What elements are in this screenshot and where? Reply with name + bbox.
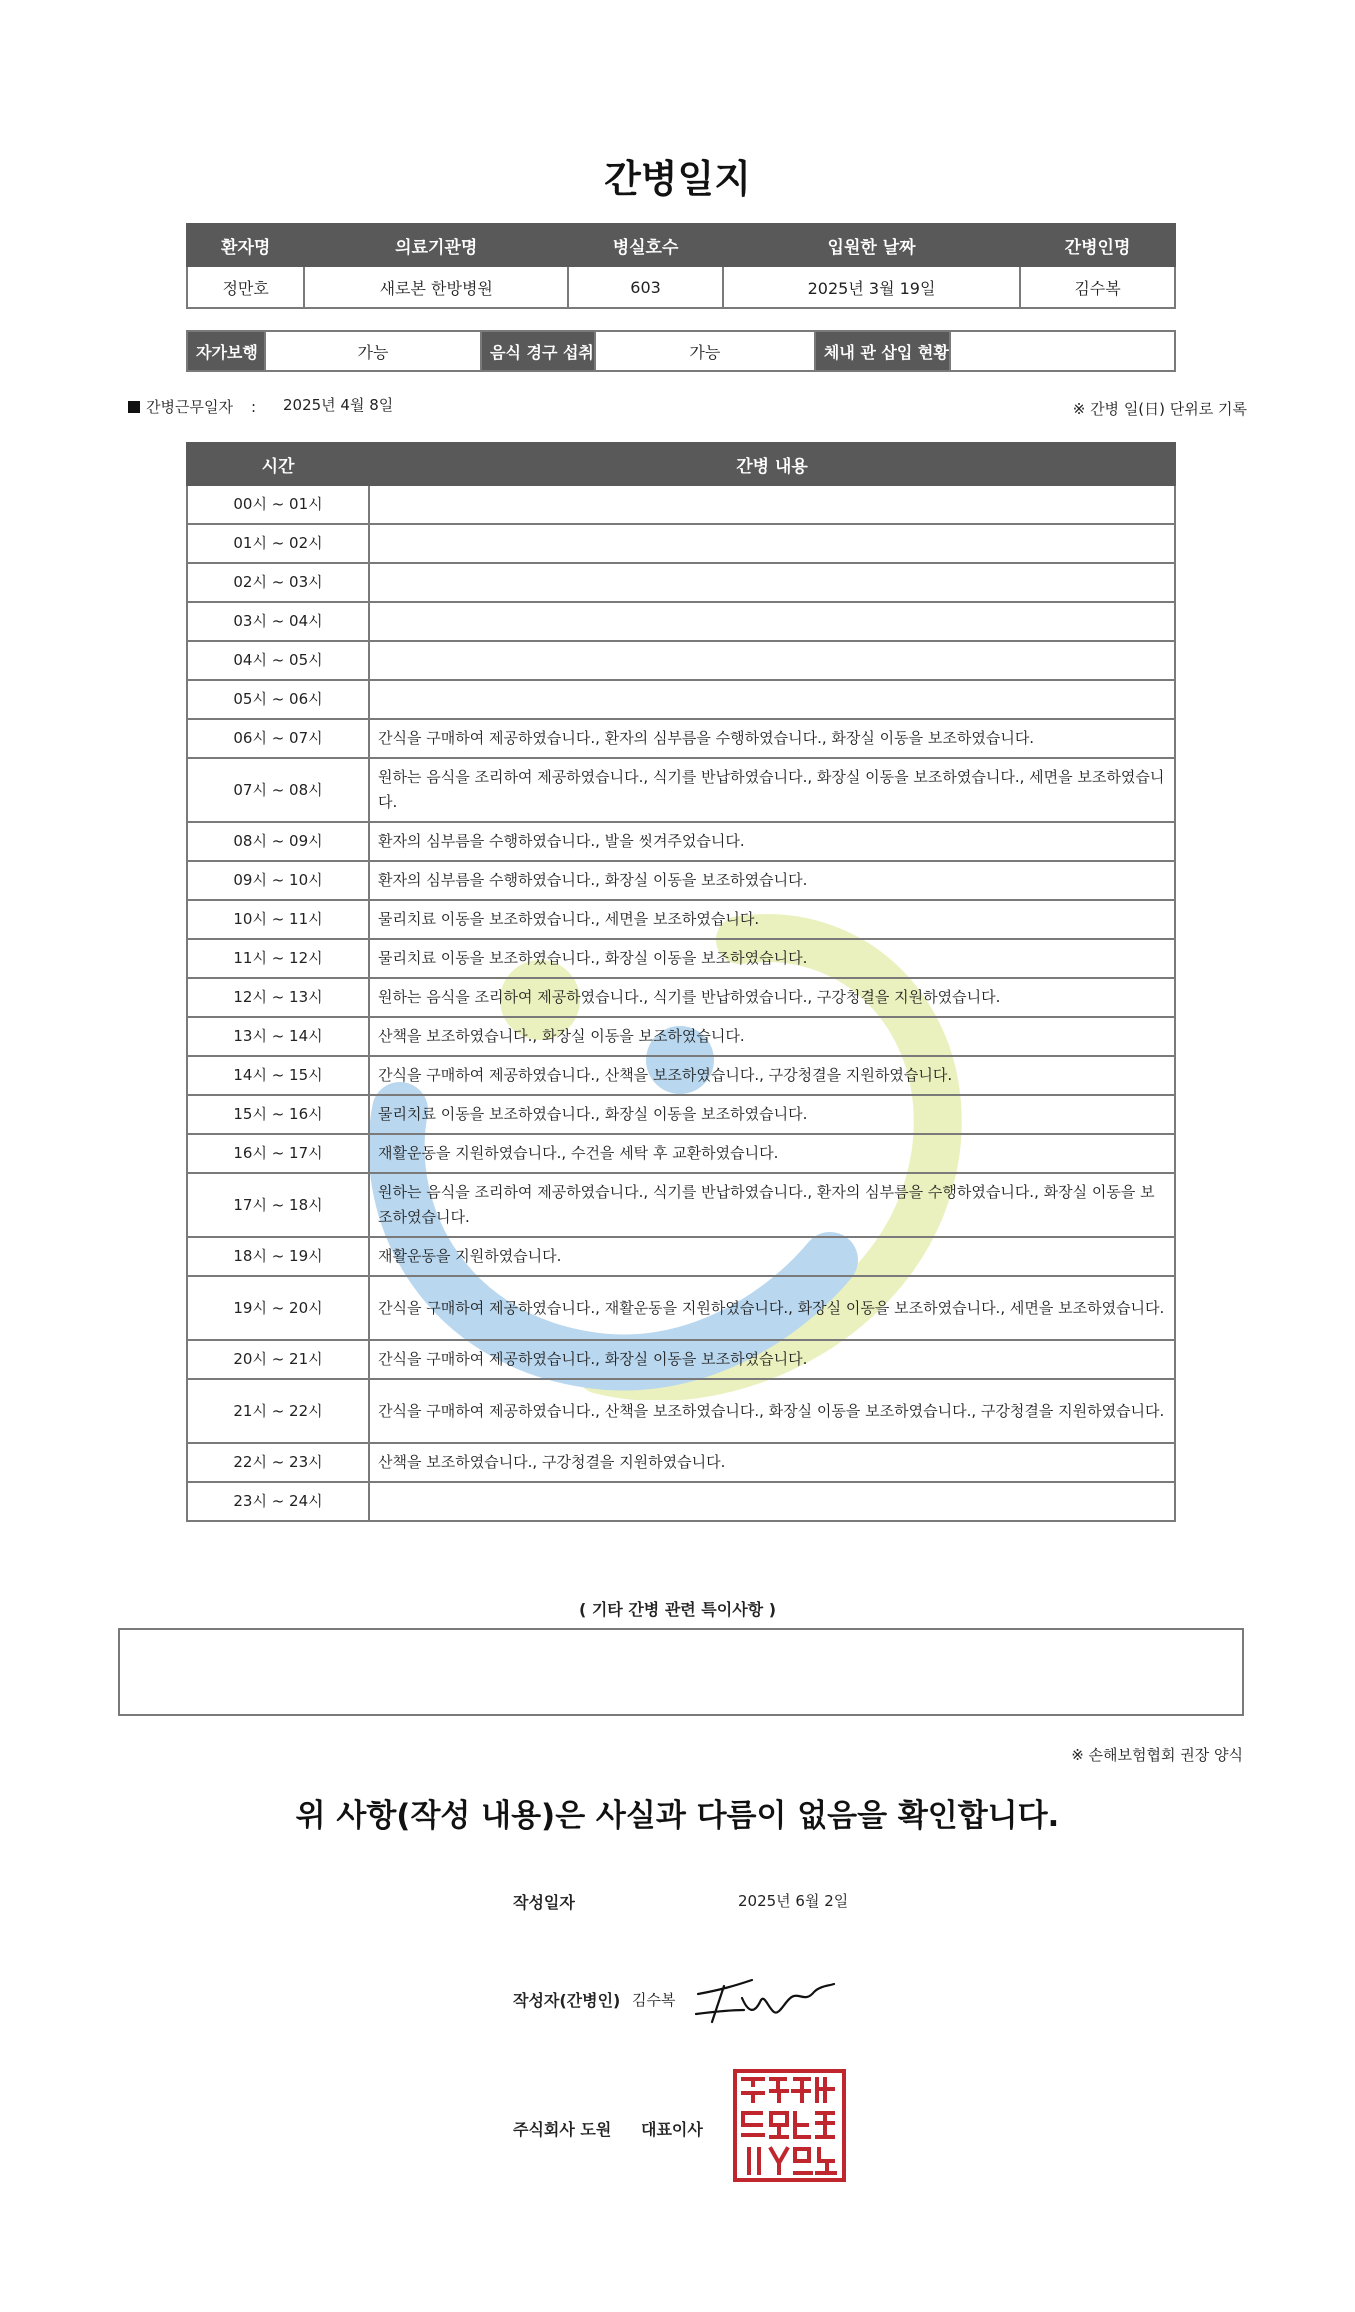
care-content	[369, 485, 1175, 524]
walk-value: 가능	[265, 331, 481, 371]
table-row	[187, 861, 1175, 900]
care-content	[369, 680, 1175, 719]
table-row	[187, 939, 1175, 978]
time-slot: 22시 ~ 23시	[187, 1443, 369, 1482]
table-row	[187, 1482, 1175, 1521]
table-row	[187, 900, 1175, 939]
care-content: 원하는 음식을 조리하여 제공하였습니다., 식기를 반납하였습니다., 화장실 이동을 보조하였습니다., 세면을 보조하였습니다.	[369, 758, 1175, 822]
care-log-header-row	[187, 443, 1175, 485]
care-content	[369, 1482, 1175, 1521]
time-slot: 18시 ~ 19시	[187, 1237, 369, 1276]
admission-date-header: 입원한 날짜	[723, 224, 1020, 266]
patient-status-row	[187, 331, 1175, 371]
time-slot: 02시 ~ 03시	[187, 563, 369, 602]
time-column-header: 시간	[187, 443, 369, 485]
record-unit-note: ※ 간병 일(日) 단위로 기록	[1072, 400, 1247, 418]
patient-info-value-row	[187, 266, 1175, 308]
time-slot: 03시 ~ 04시	[187, 602, 369, 641]
care-content: 간식을 구매하여 제공하였습니다., 산책을 보조하였습니다., 화장실 이동을 보조하였습니다., 구강청결을 지원하였습니다.	[369, 1379, 1175, 1443]
time-slot: 13시 ~ 14시	[187, 1017, 369, 1056]
time-slot: 01시 ~ 02시	[187, 524, 369, 563]
table-row	[187, 680, 1175, 719]
caregiver-name-header: 간병인명	[1020, 224, 1175, 266]
written-date-value: 2025년 6월 2일	[738, 1892, 849, 1910]
association-note: ※ 손해보험협회 권장 양식	[1071, 1746, 1243, 1764]
time-slot: 06시 ~ 07시	[187, 719, 369, 758]
care-content	[369, 563, 1175, 602]
company-seal-icon	[733, 2069, 846, 2182]
table-row	[187, 1017, 1175, 1056]
writer-label: 작성자(간병인)	[513, 1991, 621, 2010]
time-slot: 12시 ~ 13시	[187, 978, 369, 1017]
time-slot: 09시 ~ 10시	[187, 861, 369, 900]
patient-name-header: 환자명	[187, 224, 304, 266]
care-log-table	[186, 442, 1176, 1522]
time-slot: 07시 ~ 08시	[187, 758, 369, 822]
meal-value: 가능	[595, 331, 815, 371]
time-slot: 20시 ~ 21시	[187, 1340, 369, 1379]
walk-label: 자가보행	[187, 331, 265, 371]
special-notes-box	[118, 1628, 1244, 1716]
time-slot: 11시 ~ 12시	[187, 939, 369, 978]
hospital-name-header: 의료기관명	[304, 224, 568, 266]
page-title: 간병일지	[604, 157, 751, 201]
time-slot: 00시 ~ 01시	[187, 485, 369, 524]
table-row	[187, 978, 1175, 1017]
care-content: 물리치료 이동을 보조하였습니다., 화장실 이동을 보조하였습니다.	[369, 1095, 1175, 1134]
time-slot: 15시 ~ 16시	[187, 1095, 369, 1134]
tube-label: 체내 관 삽입 현황	[815, 331, 950, 371]
care-content: 간식을 구매하여 제공하였습니다., 재활운동을 지원하였습니다., 화장실 이동을 보조하였습니다., 세면을 보조하였습니다.	[369, 1276, 1175, 1340]
care-content: 산책을 보조하였습니다., 화장실 이동을 보조하였습니다.	[369, 1017, 1175, 1056]
work-date-label-group	[128, 396, 256, 417]
writer-name: 김수복	[632, 1991, 676, 2009]
table-row	[187, 641, 1175, 680]
care-content: 환자의 심부름을 수행하였습니다., 발을 씻겨주었습니다.	[369, 822, 1175, 861]
ceo-label: 대표이사	[641, 2120, 703, 2139]
table-row	[187, 1095, 1175, 1134]
care-content: 재활운동을 지원하였습니다., 수건을 세탁 후 교환하였습니다.	[369, 1134, 1175, 1173]
time-slot: 19시 ~ 20시	[187, 1276, 369, 1340]
care-content: 간식을 구매하여 제공하였습니다., 산책을 보조하였습니다., 구강청결을 지원하였습니다.	[369, 1056, 1175, 1095]
admission-date-value: 2025년 3월 19일	[723, 266, 1020, 308]
company-name-label: 주식회사 도원	[513, 2120, 612, 2139]
square-bullet-icon	[128, 401, 140, 413]
care-content	[369, 641, 1175, 680]
time-slot: 23시 ~ 24시	[187, 1482, 369, 1521]
patient-status-table	[186, 330, 1176, 372]
confirmation-statement: 위 사항(작성 내용)은 사실과 다름이 없음을 확인합니다.	[295, 1798, 1060, 1834]
table-row	[187, 1379, 1175, 1443]
work-date-label: 간병근무일자	[146, 398, 233, 416]
table-row	[187, 1134, 1175, 1173]
care-content: 물리치료 이동을 보조하였습니다., 세면을 보조하였습니다.	[369, 900, 1175, 939]
special-notes-title: ( 기타 간병 관련 특이사항 )	[578, 1600, 777, 1619]
table-row	[187, 1276, 1175, 1340]
time-slot: 16시 ~ 17시	[187, 1134, 369, 1173]
work-date-value: 2025년 4월 8일	[283, 396, 394, 414]
patient-info-header-row	[187, 224, 1175, 266]
table-row	[187, 1173, 1175, 1237]
care-content	[369, 602, 1175, 641]
hospital-name-value: 새로본 한방병원	[304, 266, 568, 308]
patient-name-value: 정만호	[187, 266, 304, 308]
table-row	[187, 822, 1175, 861]
table-row	[187, 719, 1175, 758]
care-content: 간식을 구매하여 제공하였습니다., 화장실 이동을 보조하였습니다.	[369, 1340, 1175, 1379]
table-row	[187, 602, 1175, 641]
care-content: 환자의 심부름을 수행하였습니다., 화장실 이동을 보조하였습니다.	[369, 861, 1175, 900]
work-date-separator: :	[250, 398, 257, 416]
tube-value	[950, 331, 1175, 371]
room-number-value: 603	[568, 266, 723, 308]
written-date-label: 작성일자	[513, 1893, 575, 1912]
patient-info-table	[186, 223, 1176, 309]
table-row	[187, 758, 1175, 822]
care-content: 물리치료 이동을 보조하였습니다., 화장실 이동을 보조하였습니다.	[369, 939, 1175, 978]
care-content	[369, 524, 1175, 563]
table-row	[187, 1340, 1175, 1379]
signature-icon	[690, 1968, 840, 2028]
table-row	[187, 1443, 1175, 1482]
time-slot: 14시 ~ 15시	[187, 1056, 369, 1095]
time-slot: 21시 ~ 22시	[187, 1379, 369, 1443]
time-slot: 08시 ~ 09시	[187, 822, 369, 861]
time-slot: 05시 ~ 06시	[187, 680, 369, 719]
care-content: 간식을 구매하여 제공하였습니다., 환자의 심부름을 수행하였습니다., 화장실 이동을 보조하였습니다.	[369, 719, 1175, 758]
time-slot: 10시 ~ 11시	[187, 900, 369, 939]
caregiver-name-value: 김수복	[1020, 266, 1175, 308]
care-content: 원하는 음식을 조리하여 제공하였습니다., 식기를 반납하였습니다., 구강청결을 지원하였습니다.	[369, 978, 1175, 1017]
care-content: 산책을 보조하였습니다., 구강청결을 지원하였습니다.	[369, 1443, 1175, 1482]
room-number-header: 병실호수	[568, 224, 723, 266]
table-row	[187, 524, 1175, 563]
meal-label: 음식 경구 섭취	[481, 331, 595, 371]
care-content: 원하는 음식을 조리하여 제공하였습니다., 식기를 반납하였습니다., 환자의 심부름을 수행하였습니다., 화장실 이동을 보조하였습니다.	[369, 1173, 1175, 1237]
table-row	[187, 485, 1175, 524]
care-content: 재활운동을 지원하였습니다.	[369, 1237, 1175, 1276]
time-slot: 17시 ~ 18시	[187, 1173, 369, 1237]
table-row	[187, 1056, 1175, 1095]
table-row	[187, 1237, 1175, 1276]
content-column-header: 간병 내용	[369, 443, 1175, 485]
table-row	[187, 563, 1175, 602]
time-slot: 04시 ~ 05시	[187, 641, 369, 680]
